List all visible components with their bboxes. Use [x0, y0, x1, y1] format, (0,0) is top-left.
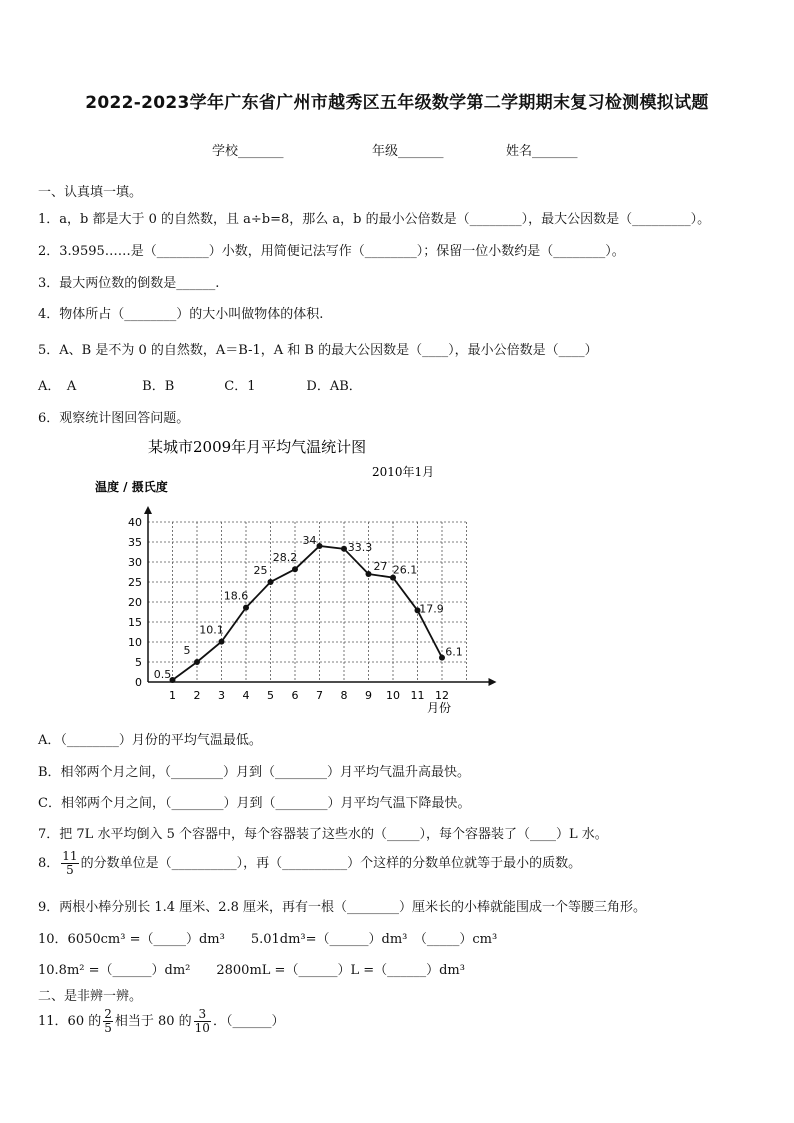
question-3: 3．最大两位数的倒数是______. [38, 276, 220, 291]
data-label: 18.6 [223, 589, 249, 603]
data-point [219, 639, 225, 645]
data-point [366, 571, 372, 577]
data-point [292, 566, 298, 572]
fraction-numerator: 3 [194, 1008, 211, 1022]
fraction-11-5 [61, 850, 78, 877]
y-tick-label: 25 [128, 576, 142, 589]
chart-ylabel: 温度 / 摄氏度 [95, 480, 168, 494]
choice-b: B．B [142, 379, 175, 394]
fraction-numerator: 11 [62, 849, 78, 863]
fraction-2-5 [103, 1008, 113, 1035]
y-tick-label: 0 [135, 676, 142, 689]
data-point [317, 543, 323, 549]
x-tick-label: 4 [242, 689, 250, 702]
choice-a: A． A [38, 379, 77, 394]
x-tick-label: 8 [340, 689, 348, 702]
x-tick-label: 12 [435, 689, 449, 702]
data-label: 10.1 [199, 623, 224, 637]
data-point [439, 655, 445, 661]
question-6a: A．（________）月份的平均气温最低。 [38, 733, 262, 748]
temperature-line-chart [90, 430, 463, 720]
question-10b: 10.8m² =（______）dm² 2800mL =（______）L =（______）dm³ [38, 963, 465, 978]
x-tick-label: 9 [365, 689, 372, 702]
fraction-denominator: 5 [66, 863, 74, 877]
chart-series [154, 534, 463, 683]
question-4: 4．物体所占（________）的大小叫做物体的体积. [38, 307, 324, 322]
question-6: 6．观察统计图回答问题。 [38, 411, 190, 426]
question-11 [38, 1008, 284, 1035]
fraction-3-10 [194, 1008, 211, 1035]
data-label: 0.5 [153, 668, 172, 681]
y-tick-label: 15 [128, 616, 142, 629]
data-label: 34 [302, 534, 317, 547]
data-point [243, 605, 249, 611]
y-tick-label: 5 [135, 656, 142, 669]
question-1: 1．a，b 都是大于 0 的自然数，且 a÷b=8，那么 a，b 的最小公倍数是（________），最大公因数是（_________）。 [38, 212, 711, 227]
x-tick-label: 7 [316, 689, 323, 702]
x-tick-label: 5 [267, 689, 274, 702]
x-tick-label: 11 [410, 689, 425, 702]
x-tick-label: 10 [386, 689, 400, 702]
data-label: 6.1 [445, 645, 463, 659]
grade-field: 年级_______ [372, 144, 444, 159]
question-8 [38, 850, 581, 877]
name-field: 姓名_______ [506, 144, 578, 159]
x-tick-label: 1 [169, 689, 176, 702]
choice-d: D．AB． [306, 379, 362, 394]
data-label: 26.1 [392, 563, 418, 577]
data-point [194, 659, 200, 665]
section-2-heading: 二、是非辨一辨。 [38, 989, 143, 1004]
y-tick-label: 10 [128, 636, 142, 649]
question-2: 2．3.9595……是（________）小数，用简便记法写作（________）；保留一位小数约是（________）。 [38, 244, 625, 259]
question-11-prefix: 11．60 的 [38, 1014, 102, 1029]
y-axis-arrow [144, 506, 152, 514]
x-tick-label: 2 [193, 689, 201, 702]
data-label: 25 [253, 564, 268, 577]
question-5: 5．A、B 是不为 0 的自然数，A＝B-1，A 和 B 的最大公因数是（____），最小公倍数是（____） [38, 343, 598, 358]
school-field: 学校_______ [212, 144, 284, 159]
question-5-choices [38, 375, 362, 394]
question-7: 7．把 7L 水平均倒入 5 个容器中，每个容器装了这些水的（_____），每个容器装了（____）L 水。 [38, 827, 608, 842]
y-tick-label: 30 [128, 556, 142, 569]
fraction-denominator: 10 [194, 1021, 210, 1035]
question-6b: B．相邻两个月之间，（________）月到（________）月平均气温升高最快。 [38, 765, 471, 780]
chart-xlabel: 月份 [427, 701, 452, 715]
question-11-mid: 相当于 80 的 [114, 1014, 192, 1029]
data-label: 33.3 [347, 540, 373, 554]
data-label: 27 [373, 560, 388, 573]
data-label: 5 [183, 644, 191, 657]
question-10a: 10．6050cm³ =（_____）dm³ 5.01dm³=（______）dm³ （_____）cm³ [38, 932, 498, 947]
y-tick-label: 35 [128, 536, 142, 549]
data-label: 17.9 [419, 602, 444, 616]
x-axis-arrow [489, 678, 497, 686]
data-point [341, 546, 347, 552]
fraction-denominator: 5 [104, 1021, 112, 1035]
fraction-numerator: 2 [104, 1007, 112, 1021]
data-point [268, 579, 274, 585]
question-8-text: 的分数单位是（__________），再（__________）个这样的分数单位就等于最小的质数。 [80, 856, 582, 871]
y-tick-label: 40 [128, 516, 142, 529]
x-tick-label: 3 [218, 689, 225, 702]
question-11-suffix: ．（______） [212, 1014, 285, 1029]
question-9: 9．两根小棒分别长 1.4 厘米、2.8 厘米，再有一根（________）厘米长的小棒就能围成一个等腰三角形。 [38, 900, 647, 915]
y-tick-label: 20 [128, 596, 142, 609]
chart-title: 某城市2009年月平均气温统计图 [148, 438, 367, 456]
chart-date: 2010年1月 [372, 465, 435, 479]
question-6c: C．相邻两个月之间，（________）月到（________）月平均气温下降最快。 [38, 796, 471, 811]
choice-c: C．1 [224, 379, 256, 394]
x-tick-label: 6 [291, 689, 299, 702]
question-8-prefix: 8． [38, 856, 60, 871]
section-1-heading: 一、认真填一填。 [38, 185, 143, 200]
page-title: 2022-2023学年广东省广州市越秀区五年级数学第二学期期末复习检测模拟试题 [85, 93, 709, 113]
data-label: 28.2 [272, 551, 298, 565]
